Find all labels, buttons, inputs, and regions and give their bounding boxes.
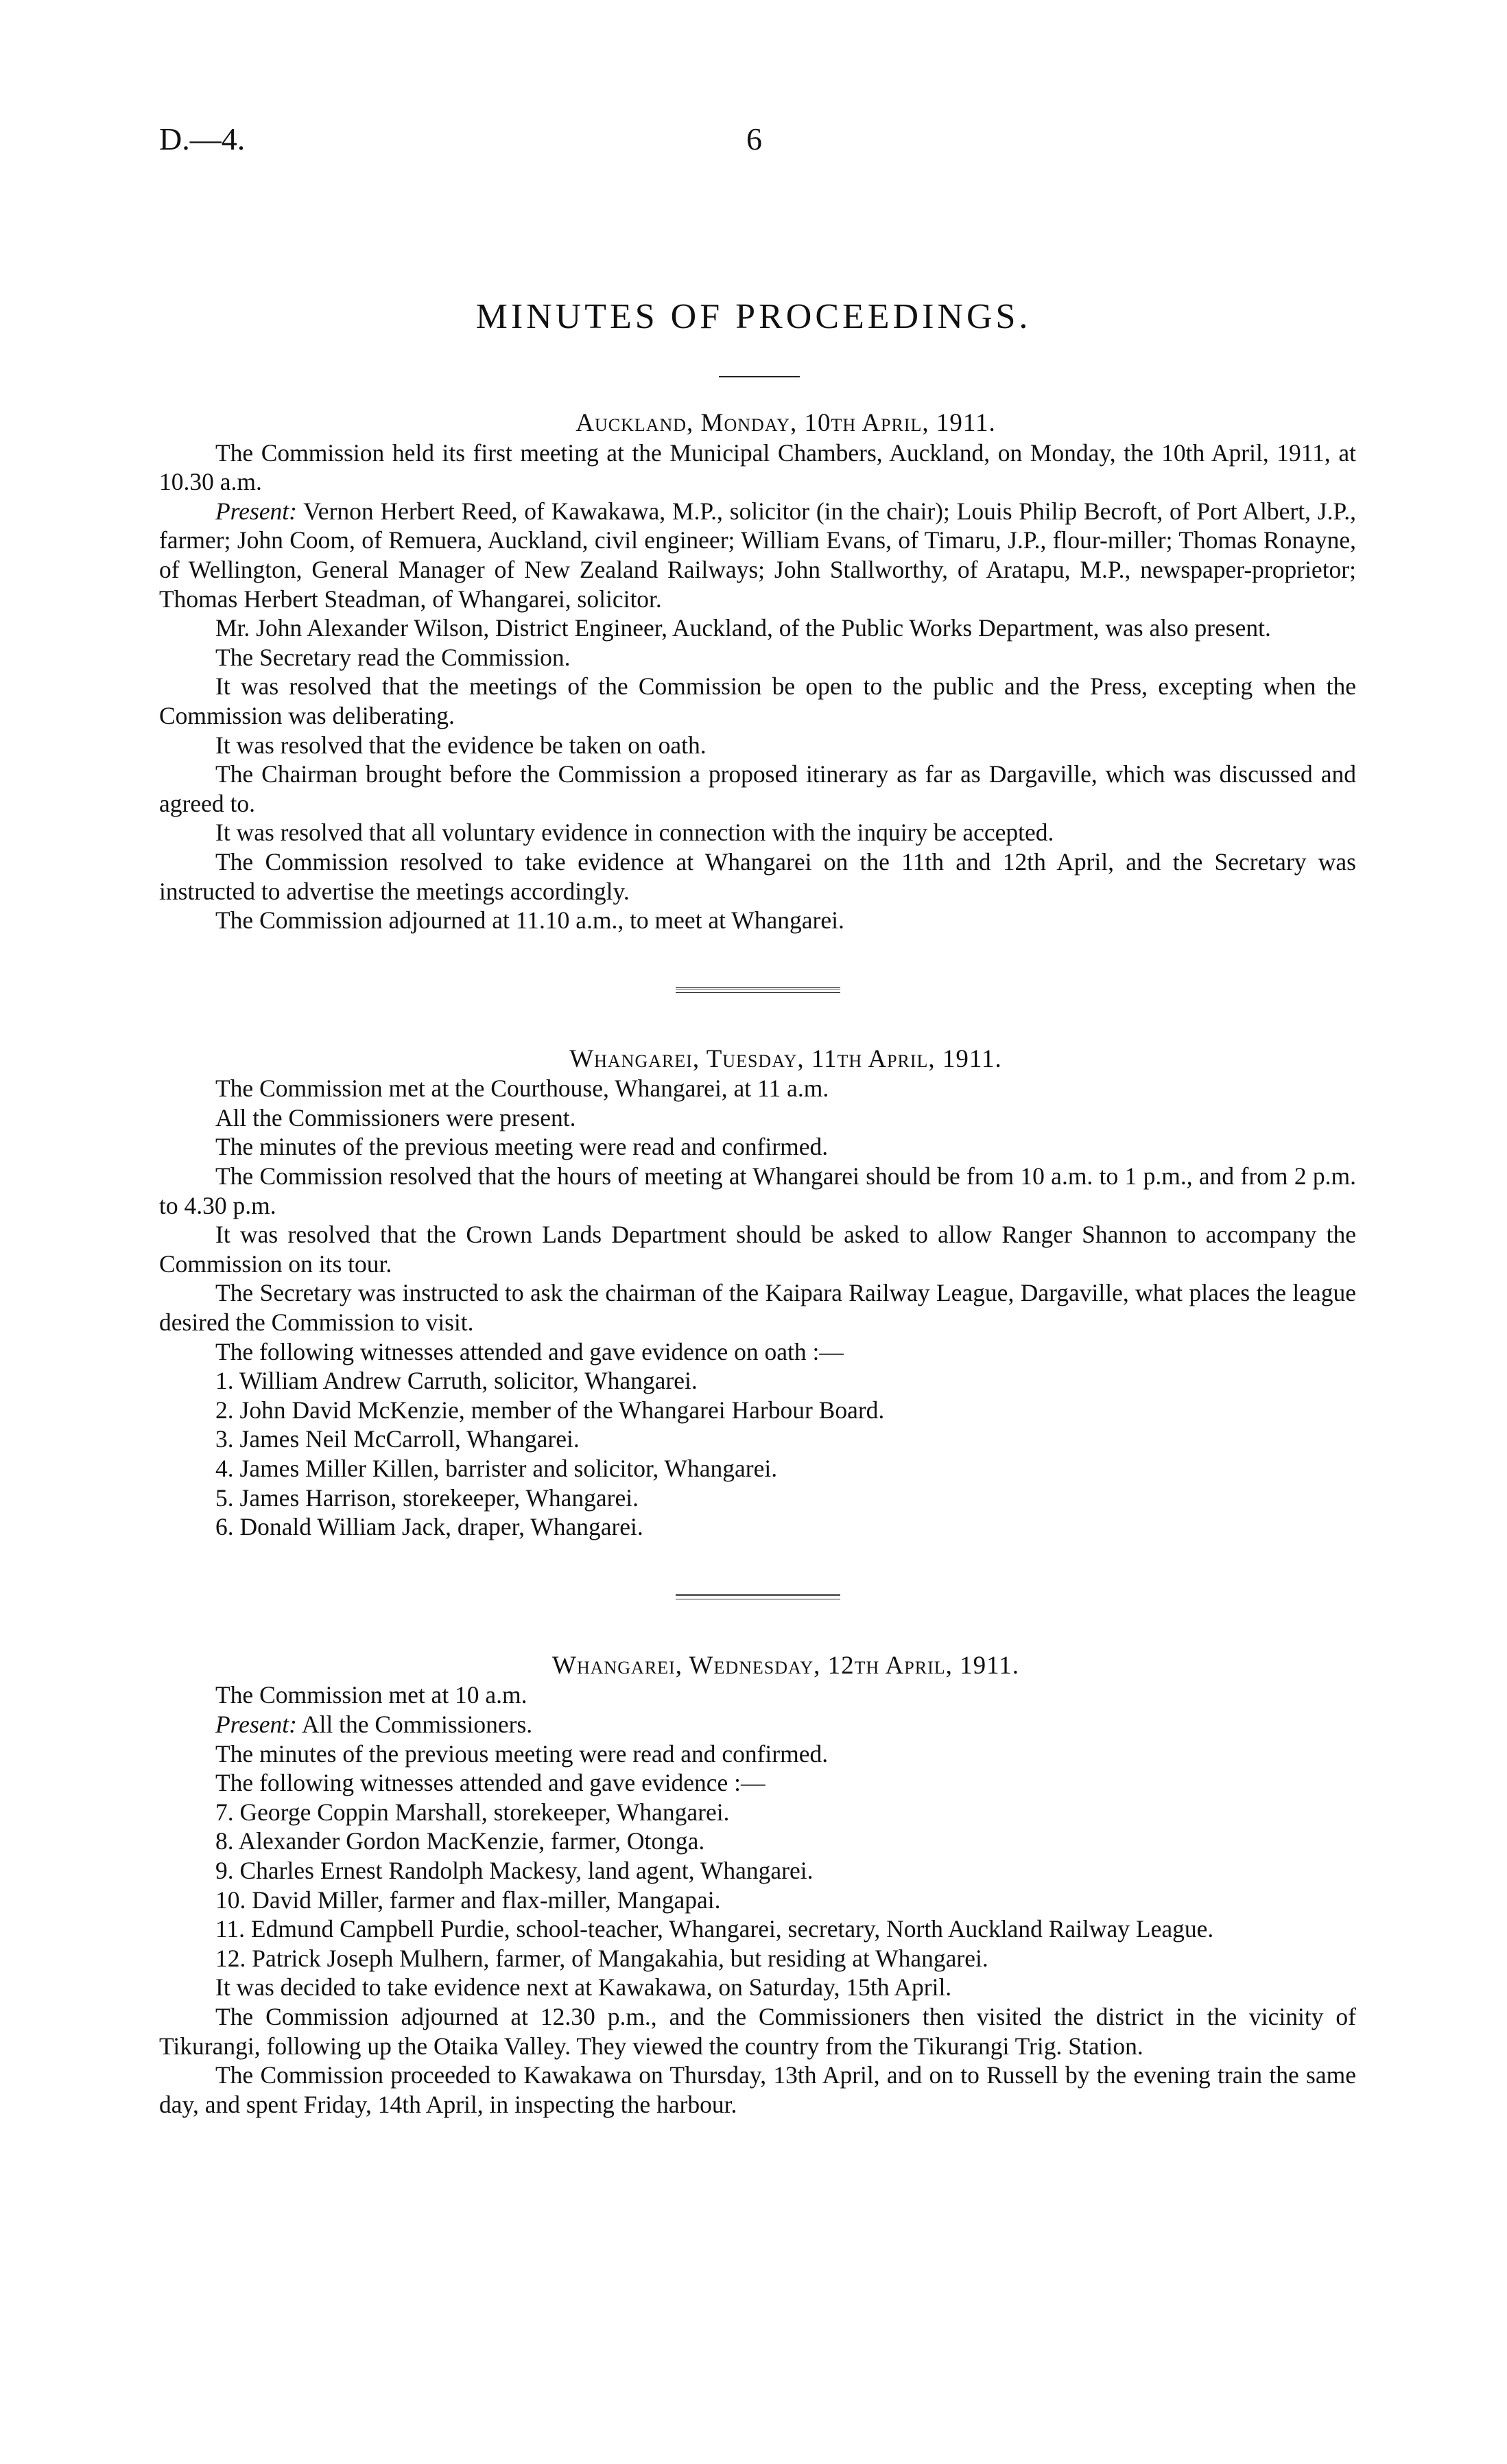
present-paragraph (159, 497, 1356, 613)
witness-item: 11. Edmund Campbell Purdie, school-teacher, Whangarei, secretary, North Auckland Railway League. (215, 1915, 1214, 1943)
witness-item: 3. James Neil McCarroll, Whangarei. (215, 1425, 580, 1453)
paragraph: The minutes of the previous meeting were read and confirmed. (215, 1133, 829, 1161)
present-label: Present: (215, 1710, 297, 1738)
session-heading: Whangarei, Wednesday, 12th April, 1911. (552, 1651, 1019, 1680)
witness-item: 8. Alexander Gordon MacKenzie, farmer, Otonga. (215, 1827, 705, 1855)
paragraph: The following witnesses attended and gave evidence on oath :— (215, 1337, 844, 1365)
session-auckland (159, 409, 1356, 935)
present-paragraph (159, 1710, 1356, 1739)
page-number: 6 (746, 121, 762, 156)
title-rule (719, 376, 800, 377)
session-whangarei-wednesday (159, 1652, 1356, 2120)
paragraph: The Secretary read the Commission. (215, 643, 571, 671)
paragraph: The Commission met at 10 a.m. (215, 1681, 527, 1709)
paragraph: It was resolved that the Crown Lands Department should be asked to allow Ranger Shannon to accompany the Commission on its tour. (159, 1221, 1356, 1278)
paragraph: The Secretary was instructed to ask the chairman of the Kaipara Railway League, Dargaville, what places the league desired the Commission to visit. (159, 1279, 1356, 1337)
paragraph: It was resolved that the meetings of the Commission be open to the public and the Press, excepting when the Commission was deliberating. (159, 672, 1356, 729)
paragraph: The following witnesses attended and gave evidence :— (215, 1769, 766, 1797)
paragraph: Mr. John Alexander Wilson, District Engineer, Auckland, of the Public Works Department, was also present. (215, 614, 1271, 642)
page-header (0, 121, 1507, 162)
paragraph: The Commission resolved to take evidence at Whangarei on the 11th and 12th April, and the Secretary was instructed to advertise the meetings accordingly. (159, 847, 1356, 905)
paragraph: The Commission held its first meeting at the Municipal Chambers, Auckland, on Monday, the 10th April, 1911, at 10.30 a.m. (159, 438, 1356, 496)
witness-item: 2. John David McKenzie, member of the Whangarei Harbour Board. (215, 1396, 885, 1424)
present-members: All the Commissioners. (301, 1710, 533, 1738)
witness-item: 7. George Coppin Marshall, storekeeper, Whangarei. (215, 1798, 730, 1826)
paragraph: The Commission met at the Courthouse, Whangarei, at 11 a.m. (215, 1075, 829, 1103)
witness-item: 12. Patrick Joseph Mulhern, farmer, of Mangakahia, but residing at Whangarei. (215, 1944, 988, 1972)
paragraph: The Commission proceeded to Kawakawa on Thursday, 13th April, and on to Russell by the evening train the same day, and spent Friday, 14th April, in inspecting the harbour. (159, 2061, 1356, 2118)
session-heading: Auckland, Monday, 10th April, 1911. (575, 409, 996, 437)
section-divider (676, 1594, 840, 1599)
witness-item: 10. David Miller, farmer and flax-miller, Mangapai. (215, 1886, 721, 1914)
paragraph: The Chairman brought before the Commission a proposed itinerary as far as Dargaville, which was discussed and agreed to. (159, 760, 1356, 817)
session-whangarei-tuesday (159, 1045, 1356, 1542)
page-title: MINUTES OF PROCEEDINGS. (475, 297, 1032, 336)
paragraph: It was decided to take evidence next at Kawakawa, on Saturday, 15th April. (215, 1973, 952, 2002)
paragraph: The Commission resolved that the hours of meeting at Whangarei should be from 10 a.m. to 1 p.m., and from 2 p.m. to 4.30 p.m. (159, 1162, 1356, 1219)
paragraph: It was resolved that the evidence be taken on oath. (215, 731, 707, 759)
paragraph: The Commission adjourned at 11.10 a.m., to meet at Whangarei. (215, 906, 844, 935)
witness-item: 5. James Harrison, storekeeper, Whangarei. (215, 1483, 639, 1512)
paragraph: It was resolved that all voluntary evidence in connection with the inquiry be accepted. (215, 819, 1054, 847)
paragraph: The Commission adjourned at 12.30 p.m., and the Commissioners then visited the district in the vicinity of Tikurangi, following up the Otaika Valley. They viewed the country from the Tikurangi Trig. Station. (159, 2002, 1356, 2060)
present-label: Present: (215, 497, 297, 525)
paragraph: The minutes of the previous meeting were read and confirmed. (215, 1739, 829, 1768)
witness-item: 4. James Miller Killen, barrister and solicitor, Whangarei. (215, 1455, 778, 1482)
witness-item: 1. William Andrew Carruth, solicitor, Whangarei. (215, 1367, 698, 1395)
session-heading: Whangarei, Tuesday, 11th April, 1911. (569, 1044, 1002, 1073)
minutes-body (159, 409, 1356, 2119)
section-divider (676, 987, 840, 993)
document-reference: D.—4. (159, 121, 246, 156)
witness-item: 9. Charles Ernest Randolph Mackesy, land agent, Whangarei. (215, 1856, 814, 1884)
witness-item: 6. Donald William Jack, draper, Whangarei. (215, 1513, 643, 1541)
paragraph: All the Commissioners were present. (215, 1103, 576, 1131)
present-members: Vernon Herbert Reed, of Kawakawa, M.P., solicitor (in the chair); Louis Philip Becroft, of Port Albert, J.P., farmer; John Coom, of Remuera, Auckland, civil engineer; William Evans, of Timaru, J.P., flour-miller; Thomas Ronayne, of Wellington, General Manager of New Zealand Railways; John Stallworthy, of Aratapu, M.P., newspaper-proprietor; Thomas Herbert Steadman, of Whangarei, solicitor. (159, 497, 1357, 613)
